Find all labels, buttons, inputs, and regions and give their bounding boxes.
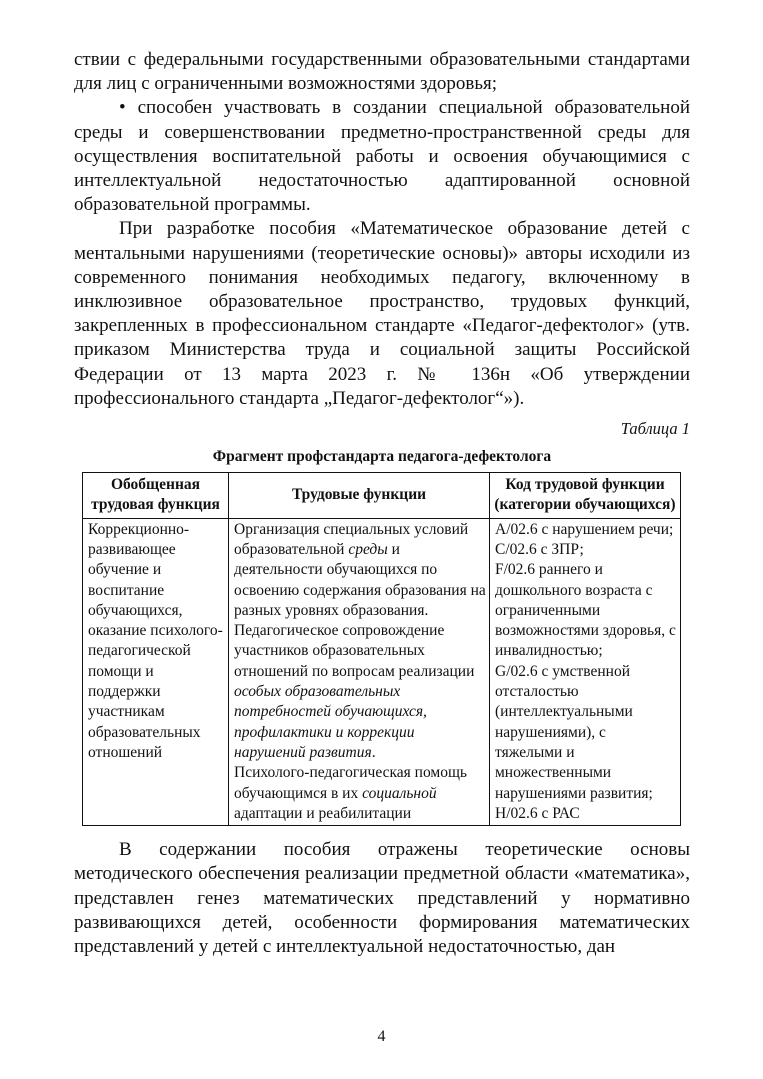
paragraph-3: В содержании пособия отражены теоретические основы методического обеспечения реализации предметной области «математика», представлен генез математических представлений у нормативно развивающихся детей, особенности формирования математических представлений у детей с интеллектуальной недостаточностью, дан bbox=[74, 839, 690, 957]
paragraph-2: При разработке пособия «Математическое образование детей с ментальными нарушениями (теоретические основы)» авторы исходили из современного понимания необходимых педагогу, включенному в инклюзивное образовательное пространство, трудовых функций, закрепленных в профессиональном стандарте «Педагог-дефектолог» (утв. приказом Министерства труда и социальной защиты Российской Федерации от 13 марта 2023 г. № 136н «Об утверждении профессионального стандарта „Педагог-дефектолог“»). bbox=[74, 218, 690, 409]
labor-function-1-text: Организация специальных условий образовательной bbox=[234, 520, 469, 558]
labor-function-2-rest: . bbox=[371, 743, 376, 761]
labor-function-3-rest: адаптации и реабилитации bbox=[234, 804, 412, 822]
paragraph-1: ствии с федеральными государственными образовательными стандартами для лиц с ограниченными возможностями здоровья; bbox=[74, 49, 690, 95]
labor-function-3-italic: социальной bbox=[362, 784, 437, 802]
page-number: 4 bbox=[377, 1028, 386, 1045]
header-generalized-function: Обобщенная трудовая функция bbox=[83, 473, 229, 519]
code-item: G/02.6 с умственной отсталостью (интеллектуальными нарушениями), с тяжелыми и множественными нарушениями развития; bbox=[495, 662, 653, 802]
code-item: F/02.6 раннего и дошкольного возраста с ограниченными возможностями здоровья, с инвалидностью; bbox=[495, 561, 676, 660]
cell-labor-functions bbox=[229, 518, 490, 825]
profstandard-table bbox=[82, 472, 681, 826]
header-function-code: Код трудовой функции (категории обучающихся) bbox=[490, 473, 681, 519]
cell-function-codes bbox=[490, 518, 681, 825]
table-title: Фрагмент профстандарта педагога-дефектолога bbox=[212, 448, 552, 466]
header-labor-functions: Трудовые функции bbox=[229, 473, 490, 519]
code-item: H/02.6 с РАС bbox=[495, 804, 580, 822]
cell-generalized-function: Коррекционно-развивающее обучение и воспитание обучающихся, оказание психолого-педагогической помощи и поддержки участникам образовательных отношений bbox=[83, 518, 229, 825]
paragraph-bullet: • способен участвовать в создании специальной образовательной среды и совершенствовании предметно-пространственной среды для осуществления воспитательной работы и освоения обучающимися с интеллектуальной недостаточностью адаптированной основной образовательной программы. bbox=[74, 97, 690, 216]
code-item: А/02.6 с нарушением речи; bbox=[495, 520, 674, 538]
labor-function-2-text: Педагогическое сопровождение участников образовательных отношений по вопросам реализации bbox=[234, 622, 475, 680]
table-row bbox=[83, 518, 681, 825]
code-item: С/02.6 с ЗПР; bbox=[495, 540, 584, 558]
labor-function-1-rest: и деятельности обучающихся по освоению содержания образования на разных уровнях образования. bbox=[234, 540, 486, 619]
table-header-row bbox=[83, 473, 681, 519]
table-label: Таблица 1 bbox=[620, 419, 690, 439]
labor-function-1-italic: среды bbox=[348, 540, 388, 558]
page-content bbox=[74, 48, 690, 959]
labor-function-2-italic: особых образовательных потребностей обучающихся, профилактики и коррекции нарушений развития bbox=[234, 683, 427, 761]
labor-function-3-text: Психолого-педагогическая помощь обучающимся в их bbox=[234, 764, 467, 802]
